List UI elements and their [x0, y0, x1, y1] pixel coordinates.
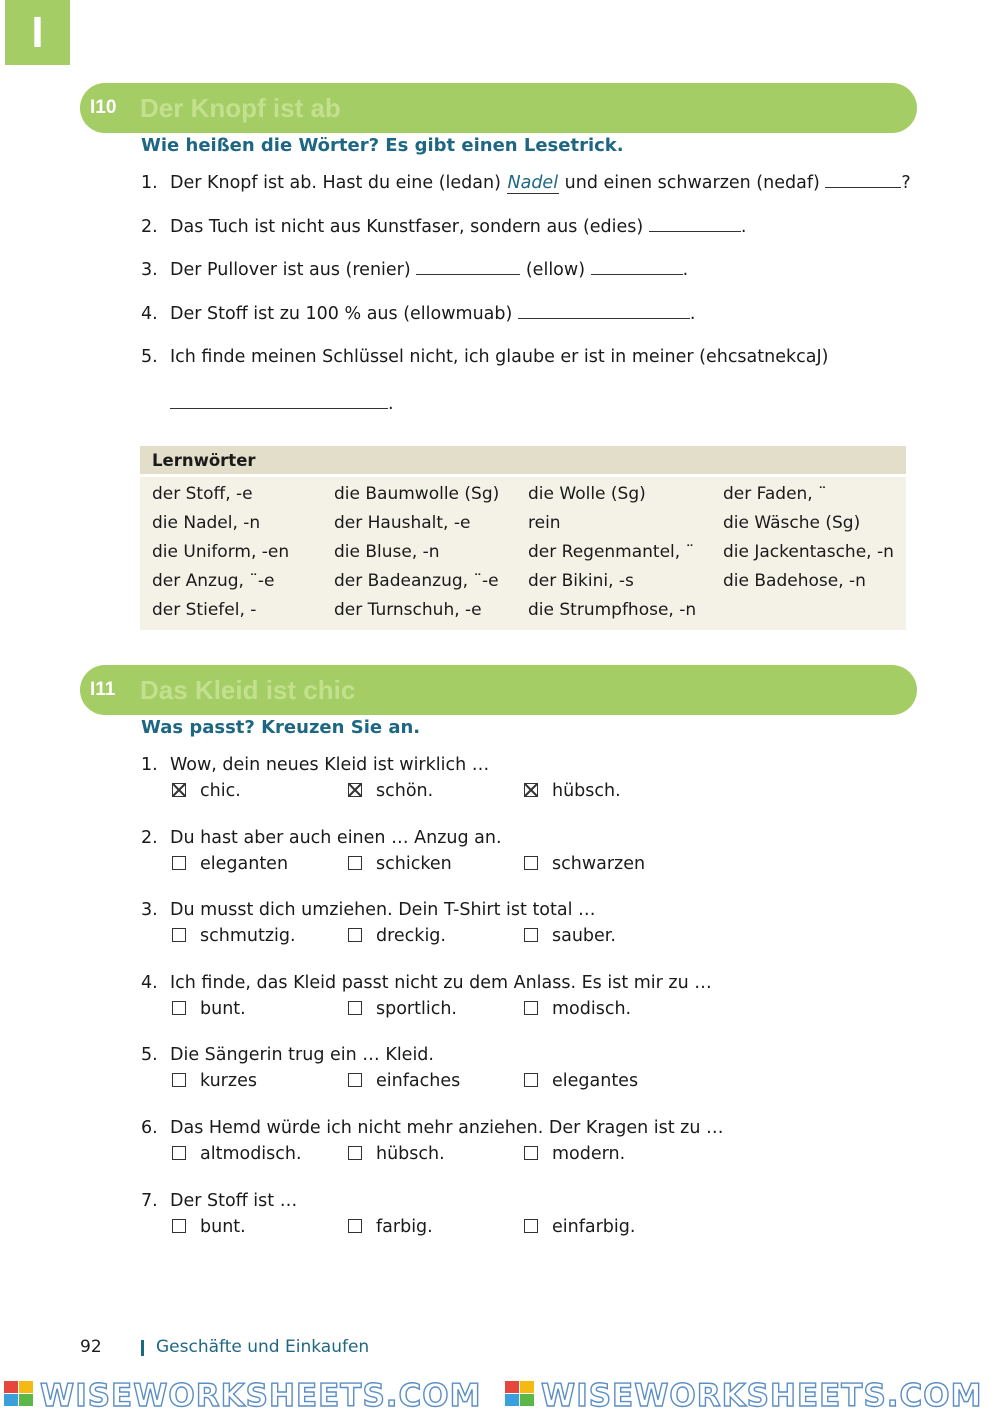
checkbox[interactable] [172, 1219, 186, 1233]
option-label: hübsch. [376, 1144, 445, 1164]
vocabulary-word: die Baumwolle (Sg) [334, 484, 500, 504]
option-label: farbig. [376, 1217, 433, 1237]
checked-checkbox[interactable] [172, 783, 186, 797]
answer-option[interactable] [524, 999, 631, 1019]
answer-option[interactable] [348, 1217, 433, 1237]
option-row [141, 1071, 639, 1100]
checkbox[interactable] [524, 1001, 538, 1015]
option-label: altmodisch. [200, 1144, 302, 1164]
option-row [141, 781, 621, 810]
footer-divider [141, 1340, 144, 1356]
checkbox[interactable] [524, 1219, 538, 1233]
option-row [141, 926, 616, 955]
option-label: elegantes [552, 1071, 639, 1091]
chapter-title: Geschäfte und Einkaufen [156, 1337, 370, 1357]
vocabulary-word: die Wäsche (Sg) [723, 513, 861, 533]
vocabulary-word: die Nadel, -n [152, 513, 261, 533]
answer-option[interactable] [172, 1217, 246, 1237]
question-1 [141, 755, 621, 810]
question-text: 5. Die Sängerin trug ein … Kleid. [141, 1045, 434, 1065]
vocabulary-word: der Bikini, -s [528, 571, 634, 591]
section-title: Der Knopf ist ab [140, 93, 341, 123]
vocabulary-word: die Wolle (Sg) [528, 484, 646, 504]
option-label: einfaches [376, 1071, 461, 1091]
checkbox[interactable] [172, 1073, 186, 1087]
wise-logo-icon [505, 1381, 535, 1407]
option-label: dreckig. [376, 926, 446, 946]
page-number: 92 [80, 1337, 102, 1357]
answer-option[interactable] [348, 1144, 445, 1164]
option-label: modisch. [552, 999, 632, 1019]
vocabulary-word: der Anzug, ¨-e [152, 571, 275, 591]
vocabulary-word: die Uniform, -en [152, 542, 290, 562]
option-label: einfarbig. [552, 1217, 636, 1237]
vocabulary-column-1 [152, 484, 289, 629]
watermark: WISEWORKSHEETS.COM [40, 1378, 482, 1414]
exercise-item-5-answer-line: . [170, 394, 394, 414]
option-row [141, 1217, 636, 1246]
vocabulary-word: der Stiefel, - [152, 600, 257, 620]
instruction: Wie heißen die Wörter? Es gibt einen Lesetrick. [141, 135, 624, 156]
answer-option[interactable] [348, 999, 457, 1019]
question-5 [141, 1045, 639, 1100]
vocabulary-column-2 [334, 484, 499, 629]
option-label: modern. [552, 1144, 626, 1164]
answer-option[interactable] [172, 999, 246, 1019]
question-text: 3. Du musst dich umziehen. Dein T-Shirt ist total … [141, 900, 596, 920]
answer-blank[interactable] [649, 217, 741, 232]
answer-option[interactable] [348, 926, 446, 946]
option-label: hübsch. [552, 781, 621, 801]
question-2 [141, 828, 646, 883]
answer-option[interactable] [524, 1217, 635, 1237]
vocabulary-word: die Bluse, -n [334, 542, 440, 562]
wise-logo-icon [4, 1381, 34, 1407]
option-row [141, 999, 712, 1028]
checkbox[interactable] [348, 1219, 362, 1233]
option-label: schwarzen [552, 854, 646, 874]
vocabulary-header [140, 446, 906, 477]
answer-option[interactable] [524, 781, 621, 801]
watermark: WISEWORKSHEETS.COM [541, 1378, 983, 1414]
question-4 [141, 973, 712, 1028]
answer-blank[interactable] [518, 304, 690, 319]
option-label: bunt. [200, 1217, 246, 1237]
answer-option[interactable] [172, 1071, 257, 1091]
vocabulary-box [140, 446, 906, 630]
instruction: Was passt? Kreuzen Sie an. [141, 717, 421, 738]
vocabulary-word: der Turnschuh, -e [334, 600, 482, 620]
option-label: eleganten [200, 854, 289, 874]
option-label: schön. [376, 781, 434, 801]
section-title: Das Kleid ist chic [140, 675, 356, 705]
answer-option[interactable] [524, 854, 645, 874]
question-6 [141, 1118, 724, 1173]
checked-checkbox[interactable] [348, 783, 362, 797]
exercise-item-4: 4. Der Stoff ist zu 100 % aus (ellowmuab) . [141, 304, 696, 324]
exercise-item-3: 3. Der Pullover ist aus (renier) (ellow) . [141, 260, 689, 280]
answer-option[interactable] [524, 1144, 625, 1164]
answer-option[interactable] [348, 781, 433, 801]
question-text: 6. Das Hemd würde ich nicht mehr anziehen. Der Kragen ist zu … [141, 1118, 724, 1138]
checkbox[interactable] [524, 1073, 538, 1087]
question-text: 2. Du hast aber auch einen … Anzug an. [141, 828, 502, 848]
checkbox[interactable] [172, 856, 186, 870]
checkbox[interactable] [348, 856, 362, 870]
option-label: chic. [200, 781, 241, 801]
answer-option[interactable] [348, 854, 452, 874]
answer-blank[interactable] [416, 260, 520, 275]
question-text: 4. Ich finde, das Kleid passt nicht zu dem Anlass. Es ist mir zu … [141, 973, 712, 993]
section-number: I11 [90, 679, 116, 700]
section-banner-i10 [80, 83, 917, 133]
answer-option[interactable] [524, 926, 616, 946]
question-3 [141, 900, 616, 955]
chapter-tab: I [5, 0, 70, 65]
option-label: sauber. [552, 926, 616, 946]
option-row [141, 1144, 724, 1173]
answer-blank[interactable] [591, 260, 683, 275]
answer-blank[interactable] [825, 173, 901, 188]
checkbox[interactable] [524, 928, 538, 942]
exercise-item-2: 2. Das Tuch ist nicht aus Kunstfaser, sondern aus (edies) . [141, 217, 747, 237]
vocabulary-word: der Regenmantel, ¨ [528, 542, 695, 562]
checkbox[interactable] [524, 1146, 538, 1160]
option-label: schicken [376, 854, 452, 874]
vocabulary-word: die Jackentasche, -n [723, 542, 894, 562]
answer-option[interactable] [172, 926, 296, 946]
exercise-item-5: 5. Ich finde meinen Schlüssel nicht, ich glaube er ist in meiner (ehcsatnekcaJ) [141, 347, 829, 367]
checked-checkbox[interactable] [524, 783, 538, 797]
checkbox[interactable] [348, 1146, 362, 1160]
option-row [141, 854, 646, 883]
answer-blank[interactable] [170, 394, 388, 409]
vocabulary-word: der Haushalt, -e [334, 513, 471, 533]
checkbox[interactable] [172, 1146, 186, 1160]
option-label: kurzes [200, 1071, 257, 1091]
vocabulary-word: der Faden, ¨ [723, 484, 827, 504]
vocabulary-column-4 [723, 484, 894, 600]
vocabulary-word: rein [528, 513, 561, 533]
answer-option[interactable] [172, 1144, 302, 1164]
section-banner-i11 [80, 665, 917, 715]
vocabulary-word: die Strumpfhose, -n [528, 600, 697, 620]
vocabulary-column-3 [528, 484, 696, 629]
checkbox[interactable] [348, 1001, 362, 1015]
option-label: sportlich. [376, 999, 457, 1019]
vocabulary-word: der Stoff, -e [152, 484, 253, 504]
section-number: I10 [90, 97, 117, 118]
question-7 [141, 1191, 636, 1246]
checkbox[interactable] [172, 928, 186, 942]
exercise-item-1: 1. Der Knopf ist ab. Hast du eine (ledan) Nadel und einen schwarzen (nedaf) ? [141, 173, 911, 193]
checkbox[interactable] [524, 856, 538, 870]
vocabulary-word: der Badeanzug, ¨-e [334, 571, 499, 591]
answer-option[interactable] [348, 1071, 460, 1091]
question-text: 1. Wow, dein neues Kleid ist wirklich … [141, 755, 490, 775]
answer-field[interactable]: Nadel [507, 173, 559, 193]
vocabulary-word: die Badehose, -n [723, 571, 866, 591]
answer-option[interactable] [524, 1071, 638, 1091]
checkbox[interactable] [348, 1073, 362, 1087]
answer-option[interactable] [172, 854, 288, 874]
option-label: schmutzig. [200, 926, 296, 946]
answer-option[interactable] [172, 781, 241, 801]
vocabulary-title: Lernwörter [152, 451, 256, 470]
question-text: 7. Der Stoff ist … [141, 1191, 298, 1211]
checkbox[interactable] [348, 928, 362, 942]
option-label: bunt. [200, 999, 246, 1019]
checkbox[interactable] [172, 1001, 186, 1015]
